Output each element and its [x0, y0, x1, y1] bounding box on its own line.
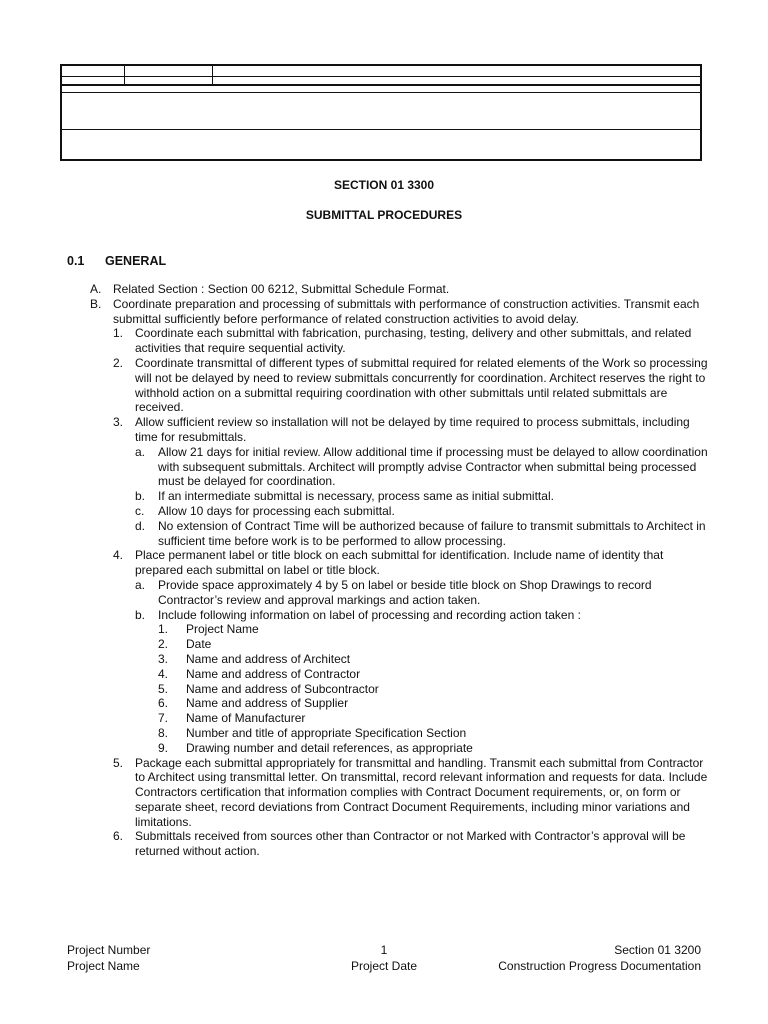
- footer-right: [498, 942, 701, 974]
- footer-center: [307, 942, 461, 974]
- header-row-top-lower: [62, 76, 700, 86]
- list-item: [113, 756, 710, 830]
- list-item-label: a.: [135, 444, 146, 459]
- list-item-label: 1.: [113, 326, 124, 341]
- list-item: [158, 667, 710, 682]
- list-item: [158, 741, 710, 756]
- list-item-text: If an intermediate submittal is necessary, process same as initial submittal.: [158, 489, 554, 504]
- footer-section-number: Section 01 3200: [614, 943, 701, 957]
- list-item-text: Name and address of Supplier: [186, 696, 349, 711]
- list-item-label: 6.: [113, 829, 124, 844]
- list-item: [158, 682, 710, 697]
- list-item-label: 5.: [113, 755, 124, 770]
- list-item: [113, 548, 710, 578]
- list-item: [158, 711, 710, 726]
- list-item-text: Coordinate transmittal of different types of submittal required for related elements of the Work so processing will not be delayed by need to review submittals concurrently for coordination. Architect reserves the right to withhold action on a submittal requiring coordination with other submittals until related submittals are received.: [135, 355, 708, 415]
- list-item-label: c.: [135, 503, 145, 518]
- list-item-text: Name of Manufacturer: [186, 711, 306, 726]
- list-item-label: 1.: [158, 622, 169, 637]
- list-item-label: 3.: [158, 651, 169, 666]
- list-item: [113, 326, 710, 356]
- list-item-text: Coordinate preparation and processing of submittals with performance of construction activities. Transmit each submittal sufficiently before performance of related construction activities to avoid delay.: [113, 296, 700, 326]
- footer-project-date: Project Date: [350, 959, 418, 973]
- list-item: [113, 356, 710, 415]
- list-item-text: Project Name: [186, 622, 259, 637]
- list-item-text: Allow 21 days for initial review. Allow additional time if processing must be delayed to allow coordination with subsequent submittals. Architect will promptly advise Contractor when submittal being processed must be delayed for coordination.: [158, 444, 708, 489]
- list-item-label: a.: [135, 577, 146, 592]
- list-item-text: Coordinate each submittal with fabrication, purchasing, testing, delivery and other submittals, and related activities that require sequential activity.: [135, 326, 692, 356]
- list-item: [135, 445, 710, 489]
- list-item-text: Drawing number and detail references, as appropriate: [186, 740, 473, 755]
- part-heading: [67, 254, 166, 269]
- list-item-text: Allow 10 days for processing each submittal.: [158, 503, 395, 518]
- specification-body: [90, 282, 710, 859]
- list-item-label: 9.: [158, 740, 169, 755]
- part-number: 0.1: [67, 254, 85, 268]
- header-column-divider: [124, 66, 125, 84]
- section-subtitle: SUBMITTAL PROCEDURES: [305, 208, 463, 222]
- list-item-label: d.: [135, 518, 146, 533]
- list-item: [135, 578, 710, 608]
- document-header-table: [60, 64, 702, 161]
- list-item-label: 4.: [113, 548, 124, 563]
- list-item-text: Place permanent label or title block on each submittal for identification. Include name of identity that prepared each submittal on label or title block.: [135, 548, 664, 578]
- list-item: [135, 519, 710, 549]
- list-item-label: 5.: [158, 681, 169, 696]
- part-title: GENERAL: [105, 254, 167, 268]
- section-title: SECTION 01 3300: [333, 178, 435, 192]
- list-item: [135, 489, 710, 504]
- list-item-label: B.: [90, 296, 102, 311]
- list-item: [158, 652, 710, 667]
- list-item-label: 2.: [158, 637, 169, 652]
- list-item: [113, 829, 710, 859]
- list-item: [113, 415, 710, 445]
- list-item-text: Allow sufficient review so installation will not be delayed by time required to process submittals, including time for resubmittals.: [135, 415, 690, 444]
- list-item-text: No extension of Contract Time will be authorized because of failure to transmit submittals to Architect in sufficient time before work is to be performed to allow processing.: [158, 518, 706, 548]
- list-item-label: 7.: [158, 711, 169, 726]
- footer-project-name: Project Name: [67, 959, 140, 973]
- footer-section-title: Construction Progress Documentation: [498, 959, 701, 973]
- list-item: [135, 608, 710, 623]
- list-item: [90, 297, 710, 327]
- list-item: [158, 637, 710, 652]
- list-item: [158, 726, 710, 741]
- list-item-label: 6.: [158, 696, 169, 711]
- list-item: [90, 282, 710, 297]
- list-item-text: Submittals received from sources other than Contractor or not Marked with Contractor’s approval will be returned without action.: [135, 829, 686, 859]
- footer-page-number: 1: [380, 943, 388, 957]
- list-item-label: b.: [135, 489, 146, 504]
- list-item: [158, 622, 710, 637]
- list-item: [135, 504, 710, 519]
- list-item-text: Number and title of appropriate Specification Section: [186, 725, 467, 740]
- list-item-text: Name and address of Architect: [186, 651, 351, 666]
- list-item-label: 8.: [158, 725, 169, 740]
- list-item-text: Include following information on label of processing and recording action taken :: [158, 607, 581, 622]
- footer-project-number: Project Number: [67, 943, 151, 957]
- list-item-label: b.: [135, 607, 146, 622]
- header-row-middle: [62, 92, 700, 130]
- list-item: [158, 696, 710, 711]
- list-item-text: Provide space approximately 4 by 5 on label or beside title block on Shop Drawings to record Contractor’s review and approval markings and action taken.: [158, 577, 652, 607]
- list-item-text: Related Section : Section 00 6212, Submittal Schedule Format.: [113, 282, 450, 296]
- list-item-label: 2.: [113, 355, 124, 370]
- list-item-text: Name and address of Subcontractor: [186, 681, 379, 696]
- header-column-divider: [212, 66, 213, 84]
- list-item-label: A.: [90, 282, 102, 296]
- list-item-label: 4.: [158, 666, 169, 681]
- list-item-text: Date: [186, 637, 212, 652]
- list-item-text: Package each submittal appropriately for transmittal and handling. Transmit each submittal from Contractor to Architect using transmittal letter. On transmittal, record relevant information and requests for data. Include Contractors certification that information complies with Contract Document requirements, or, on form or separate sheet, record deviations from Contract Document Requirements, including minor variations and limitations.: [135, 755, 708, 829]
- list-item-label: 3.: [113, 415, 124, 430]
- footer-left: [67, 942, 150, 974]
- list-item-text: Name and address of Contractor: [186, 666, 361, 681]
